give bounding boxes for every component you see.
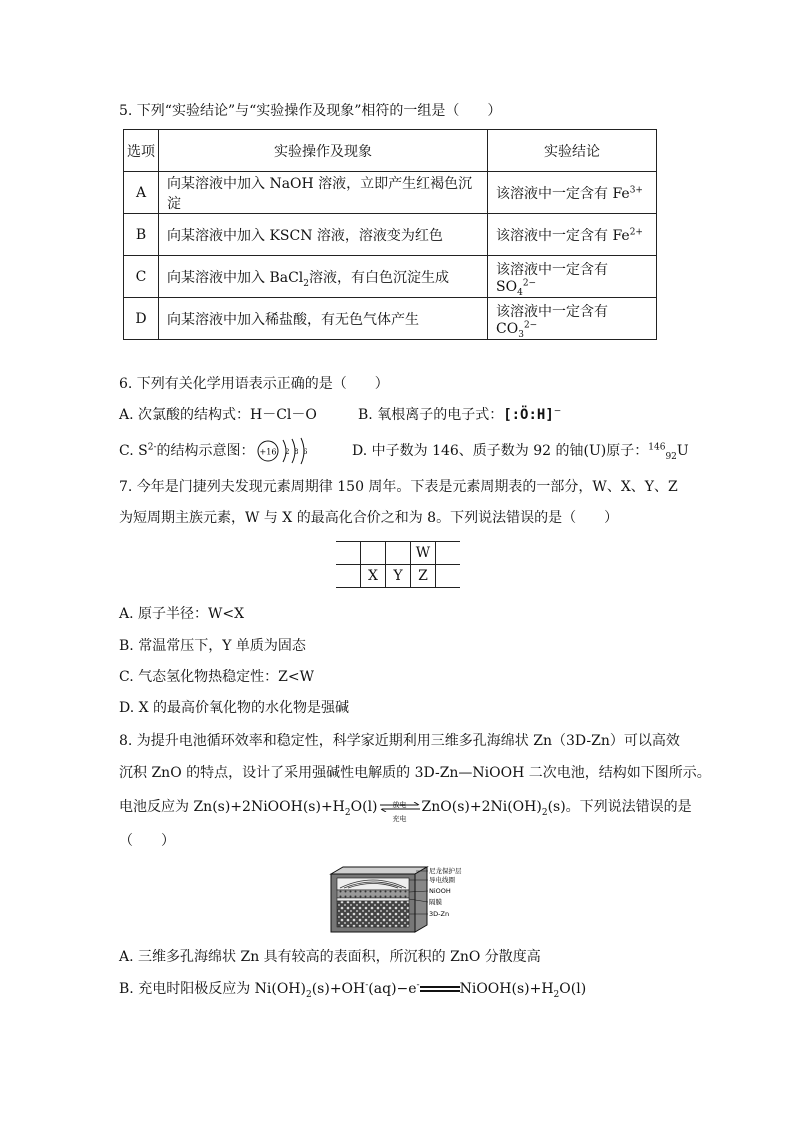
row-option: A: [124, 172, 159, 214]
table-row: [124, 298, 657, 340]
q8-stem-line2: 沉积 ZnO 的特点，设计了采用强碱性电解质的 3D-Zn—NiOOH 二次电池，结构如下图所示。: [119, 765, 711, 781]
battery-structure-figure: [328, 864, 468, 936]
nucleus-charge: +16: [259, 447, 277, 457]
q7-option-c: C. 气态氢化物热稳定性：Z<W: [119, 669, 314, 685]
shell-3: 6: [303, 448, 308, 456]
reversible-arrow: 放电 充电: [378, 797, 422, 817]
row-operation: 向某溶液中加入 NaOH 溶液，立即产生红褐色沉淀: [159, 172, 488, 214]
row-conclusion: 该溶液中一定含有 $SO_4^{2-}$: [488, 256, 657, 298]
header-option: 选项: [124, 130, 159, 172]
shell-1: 2: [285, 448, 290, 456]
periodic-table-fragment: [336, 541, 460, 588]
label-3d-zn: 3D-Zn: [429, 910, 450, 918]
label-conductive-coil: 导电线圈: [429, 876, 455, 884]
shell-2: 8: [294, 448, 299, 456]
table-header-row: [124, 130, 657, 172]
q8-option-a: A. 三维多孔海绵状 Zn 具有较高的表面积，所沉积的 ZnO 分散度高: [119, 949, 541, 965]
table-row: [124, 214, 657, 256]
label-separator: 隔膜: [429, 898, 442, 906]
q8-stem-line3: 电池反应为 $Zn(s)+2NiOOH(s)+H_2O(l)$ 放电 充电 $ZnO(s)+2Ni(OH)_2(s)$。下列说法错误的是: [119, 799, 692, 823]
sulfide-ion-structure-diagram: [256, 436, 316, 466]
q7-stem-line1: 7. 今年是门捷列夫发现元素周期律 150 周年。下表是元素周期表的一部分，W、X、Y、Z: [119, 479, 678, 495]
row-operation: 向某溶液中加入 BaCl$_2$溶液，有白色沉淀生成: [159, 256, 488, 298]
q5-stem: 5. 下列“实验结论”与“实验操作及现象”相符的一组是（ ）: [119, 103, 502, 119]
cell-z: Z: [411, 565, 436, 588]
row-conclusion: 该溶液中一定含有 $Fe^{2+}$: [488, 214, 657, 256]
q6-option-d: D. 中子数为 146、质子数为 92 的铀(U)原子：$^{146}_{92}$U: [352, 442, 689, 462]
q7-stem-line2: 为短周期主族元素，W 与 X 的最高化合价之和为 8。下列说法错误的是（ ）: [119, 510, 619, 526]
q6-option-b: B. 氧根离子的电子式：[:Ö:H]−: [358, 406, 562, 423]
cell-y: Y: [386, 565, 411, 588]
q6-stem: 6. 下列有关化学用语表示正确的是（ ）: [119, 376, 389, 392]
cell-x: X: [361, 565, 386, 588]
q7-option-b: B. 常温常压下，Y 单质为固态: [119, 638, 306, 654]
q8-stem-line4: （ ）: [119, 833, 175, 849]
q8-option-b: B. 充电时阳极反应为 $Ni(OH)_2(s)+OH^-(aq)-e^-$ $NiOOH(s)+H_2O(l)$: [119, 980, 587, 1000]
row-operation: 向某溶液中加入 KSCN 溶液，溶液变为红色: [159, 214, 488, 256]
row-conclusion: 该溶液中一定含有 $CO_3^{2-}$: [488, 298, 657, 340]
header-operation: 实验操作及现象: [159, 130, 488, 172]
q7-option-a: A. 原子半径：W<X: [119, 606, 245, 622]
q7-option-d: D. X 的最高价氧化物的水化物是强碱: [119, 700, 350, 716]
table-row: [124, 172, 657, 214]
cell-w: W: [411, 542, 436, 565]
header-conclusion: 实验结论: [488, 130, 657, 172]
table-row: [124, 256, 657, 298]
q8-stem-line1: 8. 为提升电池循环效率和稳定性，科学家近期利用三维多孔海绵状 Zn（3D-Zn）可以高效: [119, 733, 680, 749]
q6-option-c: C. $S^{2-}$的结构示意图：: [119, 442, 255, 459]
label-nylon-layer: 尼龙保护层: [429, 867, 462, 875]
equals-sign: [420, 986, 460, 992]
row-conclusion: 该溶液中一定含有 $Fe^{3+}$: [488, 172, 657, 214]
label-niooh: NiOOH: [429, 887, 451, 895]
row-option: B: [124, 214, 159, 256]
row-operation: 向某溶液中加入稀盐酸，有无色气体产生: [159, 298, 488, 340]
q5-table: [123, 129, 657, 340]
row-option: C: [124, 256, 159, 298]
row-option: D: [124, 298, 159, 340]
q6-option-a: A. 次氯酸的结构式：H－Cl－O: [119, 407, 317, 423]
